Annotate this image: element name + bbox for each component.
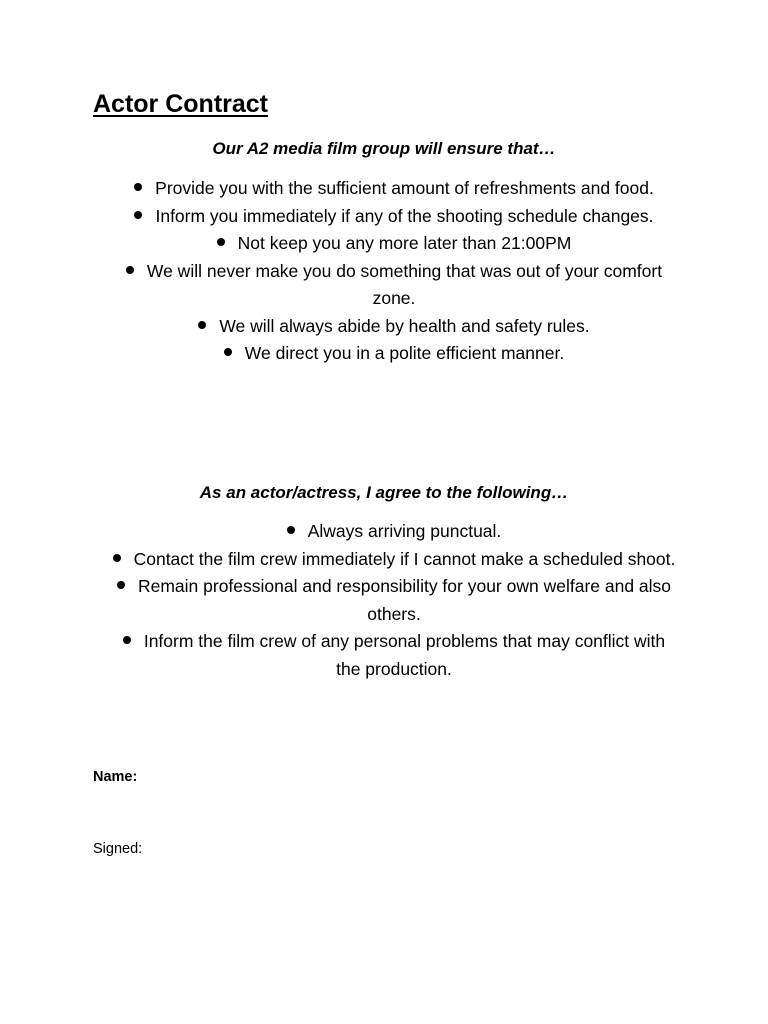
- document-title: Actor Contract: [93, 90, 269, 118]
- bullet-icon: [134, 211, 142, 219]
- actor-agreement-list: [110, 518, 678, 683]
- list-item-text: Inform the film crew of any personal problems that may conflict with the production.: [143, 631, 666, 679]
- list-item-text: We will always abide by health and safety rules.: [219, 315, 590, 336]
- list-item: [110, 546, 678, 574]
- bullet-icon: [134, 183, 142, 191]
- list-item: [110, 203, 678, 231]
- list-item-text: Contact the film crew immediately if I cannot make a scheduled shoot.: [133, 548, 676, 569]
- list-item: [110, 175, 678, 203]
- list-item-text: Not keep you any more later than 21:00PM: [237, 233, 572, 253]
- list-item: [110, 628, 678, 683]
- list-item-text: We direct you in a polite efficient manner.: [244, 343, 565, 363]
- section-heading-actor-agreement: As an actor/actress, I agree to the following…: [199, 483, 569, 502]
- bullet-icon: [126, 266, 134, 274]
- name-field-label: Name:: [93, 769, 138, 785]
- list-item-text: Remain professional and responsibility for your own welfare and also others.: [137, 576, 672, 624]
- bullet-icon: [224, 348, 232, 356]
- list-item: [110, 340, 678, 368]
- list-item-text: Provide you with the sufficient amount of refreshments and food.: [155, 178, 654, 198]
- list-item-text: Always arriving punctual.: [307, 521, 502, 541]
- list-item: [110, 573, 678, 628]
- section-heading-crew-promises: Our A2 media film group will ensure that…: [212, 139, 556, 158]
- signed-field-label: Signed:: [93, 841, 143, 857]
- list-item: [110, 313, 678, 341]
- bullet-icon: [123, 636, 131, 644]
- bullet-icon: [117, 581, 125, 589]
- bullet-icon: [287, 526, 295, 534]
- list-item-text: Inform you immediately if any of the shooting schedule changes.: [155, 205, 654, 226]
- list-item: [110, 258, 678, 313]
- list-item: [110, 230, 678, 258]
- bullet-icon: [113, 554, 121, 562]
- list-item: [110, 518, 678, 546]
- crew-promises-list: [110, 175, 678, 368]
- list-item-text: We will never make you do something that was out of your comfort zone.: [146, 260, 663, 308]
- bullet-icon: [198, 321, 206, 329]
- bullet-icon: [217, 238, 225, 246]
